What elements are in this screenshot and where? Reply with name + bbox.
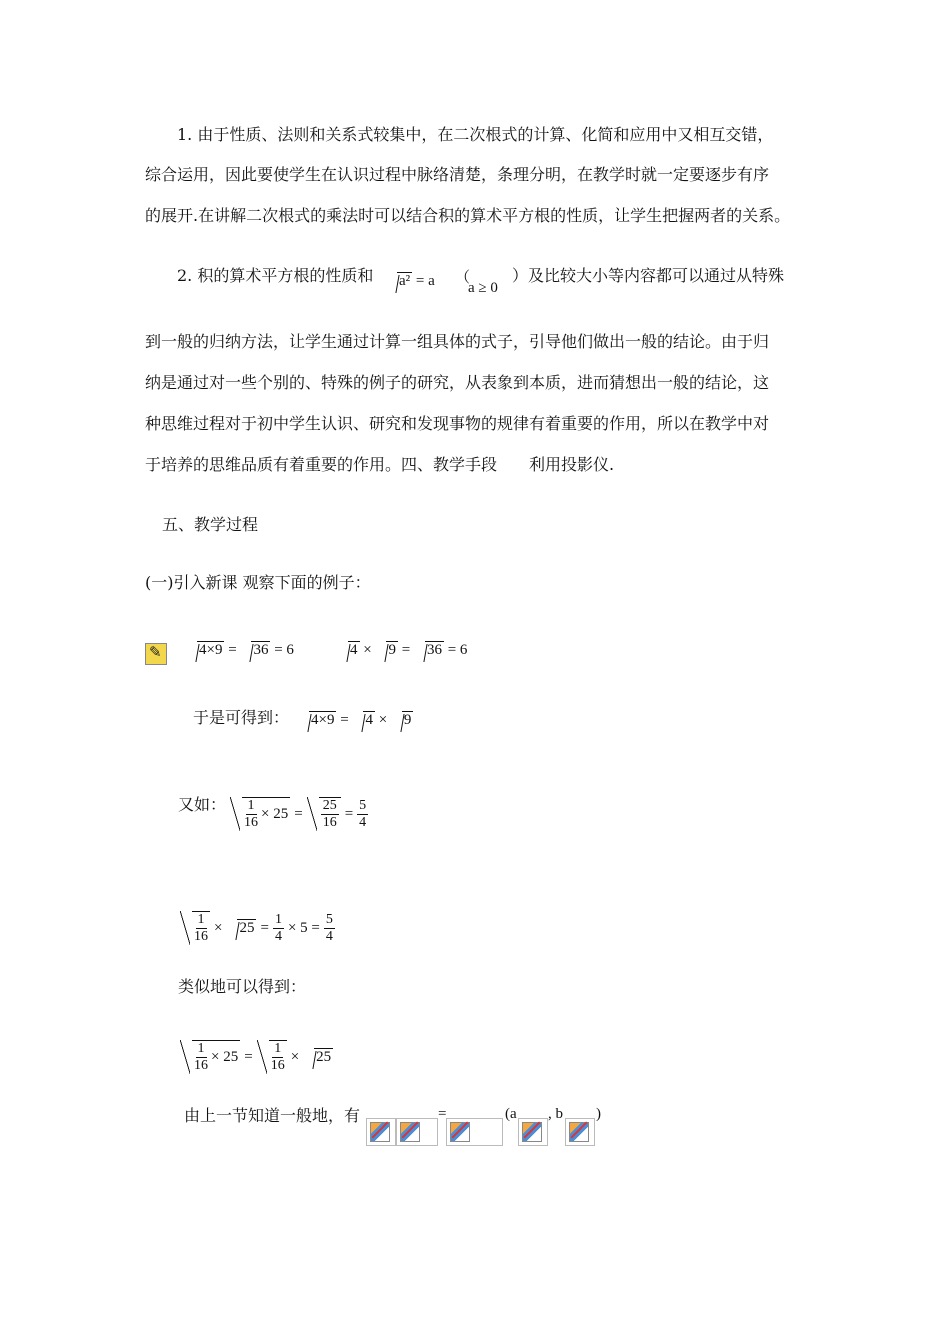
paragraph-2-line-1b: ）及比较大小等内容都可以通过从特殊 <box>512 266 785 285</box>
section-heading-5: 五、教学过程 <box>162 515 259 534</box>
times-25: × 25 <box>261 806 289 822</box>
pencil-icon <box>145 643 167 665</box>
denominator: 16 <box>194 1058 208 1073</box>
numerator: 5 <box>325 911 333 927</box>
therefore-formula <box>298 711 413 729</box>
example-1b-formula <box>337 641 467 659</box>
numerator: 5 <box>359 797 367 813</box>
general-close-paren: ) <box>596 1106 601 1122</box>
denominator: 4 <box>325 928 333 944</box>
equals: = <box>260 919 269 936</box>
radicand: 25 <box>239 920 255 936</box>
radicand: 4×9 <box>199 642 223 658</box>
equals-result: = 6 <box>447 642 468 658</box>
radicand: 4 <box>365 712 373 728</box>
numerator: 1 <box>274 1041 282 1056</box>
equals: = <box>340 712 349 728</box>
paragraph-2-line-3: 纳是通过对一些个别的、特殊的例子的研究，从表象到本质，进而猜想出一般的结论，这 <box>145 373 770 392</box>
denominator: 16 <box>270 1058 285 1073</box>
denominator: 16 <box>244 815 258 830</box>
radicand: a² <box>399 273 411 289</box>
similar-formula <box>180 1040 333 1074</box>
radicand: 36 <box>426 642 442 658</box>
times: × <box>378 712 388 728</box>
equals: = <box>401 642 414 658</box>
numerator: 1 <box>274 911 282 927</box>
formula-paren-open: （ <box>455 270 471 286</box>
broken-image-icon <box>518 1118 548 1146</box>
radicand: 9 <box>403 712 412 728</box>
paragraph-2-line-4: 种思维过程对于初中学生认识、研究和发现事物的规律有着重要的作用，所以在教学中对 <box>145 414 770 433</box>
radicand: 4 <box>350 642 358 658</box>
broken-image-icon <box>366 1118 396 1146</box>
formula-rhs: = a <box>415 273 435 289</box>
similar-text: 类似地可以得到： <box>178 977 307 996</box>
radicand: 4×9 <box>311 712 335 728</box>
radicand: 9 <box>388 642 396 658</box>
paragraph-2-line-2: 到一般的归纳方法，让学生通过计算一组具体的式子，引导他们做出一般的结论。由于归 <box>145 332 770 351</box>
numerator: 25 <box>322 798 337 813</box>
paragraph-1-line-1: 1. 由于性质、法则和关系式较集中，在二次根式的计算、化简和应用中又相互交错， <box>177 125 774 144</box>
also-text: 又如： <box>178 795 227 814</box>
sqrt-a-squared-formula <box>386 272 435 290</box>
times: × <box>214 919 223 936</box>
example-1-formula <box>186 641 294 659</box>
general-a-label: (a <box>505 1106 517 1122</box>
paragraph-2-line-1a: 2. 积的算术平方根的性质和 <box>177 266 374 285</box>
radicand: 25 <box>316 1049 332 1065</box>
numerator: 1 <box>197 912 205 927</box>
subsection-heading-1: (一)引入新课 观察下面的例子： <box>145 573 371 592</box>
times-25: × 25 <box>211 1049 239 1065</box>
times: × <box>290 1048 300 1065</box>
broken-image-icon <box>396 1118 438 1146</box>
broken-image-icon <box>446 1118 503 1146</box>
general-equals: = <box>438 1106 447 1122</box>
paragraph-1-line-2: 综合运用，因此要使学生在认识过程中脉络清楚，条理分明，在教学时就一定要逐步有序 <box>145 165 770 184</box>
general-text: 由上一节知道一般地，有 <box>184 1106 361 1125</box>
paragraph-1-line-3: 的展开.在讲解二次根式的乘法时可以结合积的算术平方根的性质，让学生把握两者的关系。 <box>145 206 791 225</box>
also-formula <box>230 797 368 831</box>
times: × <box>363 642 372 658</box>
numerator: 1 <box>197 1041 205 1056</box>
equals: = <box>294 805 303 822</box>
radicand: 36 <box>253 642 269 658</box>
equals-result: = 6 <box>274 642 294 658</box>
denominator: 16 <box>322 815 337 830</box>
denominator: 4 <box>274 928 282 944</box>
broken-image-icon <box>565 1118 595 1146</box>
equals: = <box>228 642 241 658</box>
general-b-label: , b <box>548 1106 563 1122</box>
paragraph-2-line-5: 于培养的思维品质有着重要的作用。四、教学手段 利用投影仪. <box>145 455 615 474</box>
numerator: 1 <box>247 798 255 813</box>
formula-condition: a ≥ 0 <box>468 280 498 296</box>
equals: = <box>344 805 354 822</box>
line-2-formula <box>180 911 335 945</box>
equals: = <box>244 1048 253 1065</box>
times-5: × 5 = <box>287 919 320 936</box>
therefore-text: 于是可得到： <box>193 708 290 727</box>
denominator: 4 <box>359 814 367 830</box>
denominator: 16 <box>194 929 208 944</box>
